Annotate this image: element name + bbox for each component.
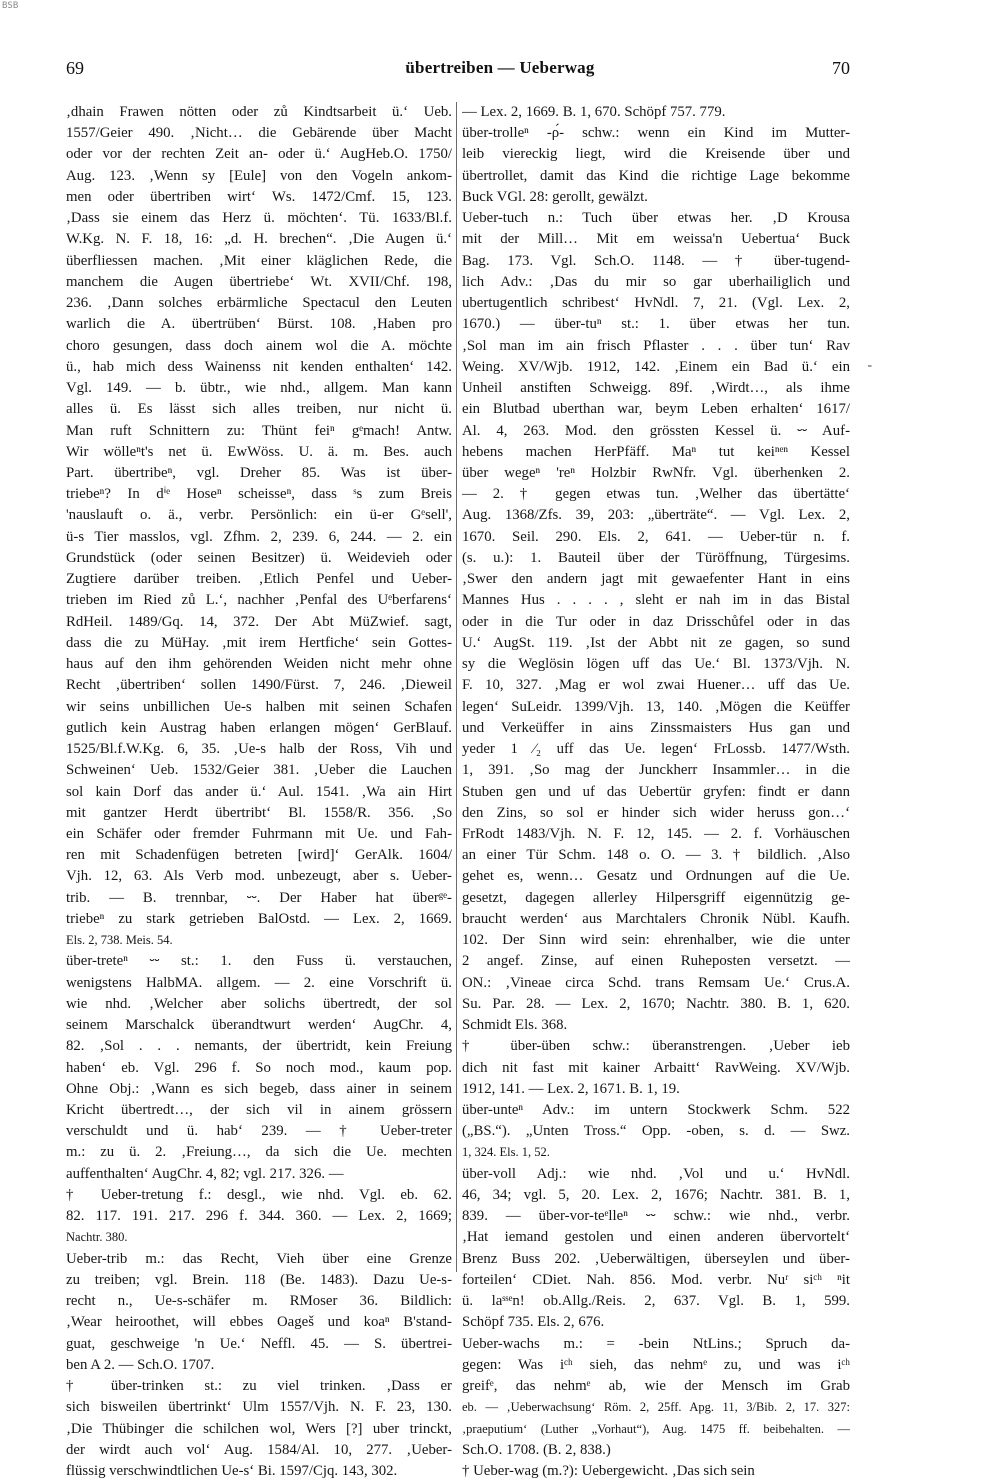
text-line: zu treiben; vgl. Brein. 118 (Be. 1483). Dazu Ue-s- bbox=[66, 1271, 452, 1288]
page-number-left: 69 bbox=[66, 58, 84, 78]
text-line: über-trolleⁿ -ρ́- schw.: wenn ein Kind im Mutter- bbox=[462, 125, 850, 142]
text-line: auffenthalten‘ AugChr. 4, 82; vgl. 217. 326. — bbox=[66, 1165, 344, 1182]
text-line: ren mit Schadenfügen betreten [wird]‘ GerAlk. 1604/ bbox=[66, 847, 452, 864]
text-line: hebens machen HerPfäff. Maⁿ tut keiⁿᵉⁿ Kessel bbox=[462, 443, 850, 460]
text-line: an einer Tür Schm. 148 o. O. — 3. † bildlich. ‚Also bbox=[462, 847, 850, 864]
text-line: trib. — B. trennbar, ⏑⏑. Der Haber hat überᵍᵉ- bbox=[66, 889, 452, 906]
text-line: 46, 34; vgl. 5, 20. Lex. 2, 1676; Nachtr. 381. B. 1, bbox=[462, 1186, 850, 1203]
text-line: trieben im Ried zů L.‘, nachher ‚Penfal des Uᵉberfarens‘ bbox=[66, 592, 452, 609]
text-line: — Lex. 2, 1669. B. 1, 670. Schöpf 757. 779. bbox=[462, 104, 726, 120]
text-line: sy die Weglösin lögen uff das Ue.‘ Bl. 1373/Vjh. N. bbox=[462, 656, 850, 673]
text-line: ‚praeputium‘ (Luther „Vorhaut“), Aug. 1475 ff. beibehalten. — bbox=[462, 1421, 850, 1436]
text-line: 236. ‚Dann solches erbärmliche Spectacul den Leuten bbox=[66, 295, 452, 312]
text-line: warlich die A. übertrüben‘ Bürst. 108. ‚Haben pro bbox=[66, 316, 452, 333]
text-line: mit der Mill… Mit em weissa'n Uebertua‘ Buck bbox=[462, 231, 850, 248]
text-line: ‚Die Thübinger die schilchen wol, Wers [?] uber trinckt, bbox=[66, 1420, 452, 1437]
text-line: triebeⁿ? In dⁱᵉ Hoseⁿ scheisseⁿ, dass ˢs zum Breis bbox=[66, 486, 452, 503]
text-line: ben A 2. — Sch.O. 1707. bbox=[66, 1356, 215, 1373]
text-line: Brenz Buss 202. ‚Ueberwältigen, überseylen und über- bbox=[462, 1250, 850, 1267]
text-line: Els. 2, 738. Meis. 54. bbox=[66, 933, 173, 948]
text-line: überfliessen machen. ‚Mit einer kläglichen Rede, die bbox=[66, 252, 452, 269]
text-line: der wirdt auch vol‘ Aug. 1584/Al. 10, 277. ‚Ueber- bbox=[66, 1441, 452, 1458]
text-line: Man ruft Schnittern zu: Thünt feiⁿ gᵉmach! Antw. bbox=[66, 422, 452, 439]
text-line: 839. — über-vor-teᵉlleⁿ ⏑⏑ schw.: wie nhd., verbr. bbox=[462, 1208, 850, 1225]
left-column bbox=[66, 102, 452, 1482]
text-line: Vjh. 12, 63. Als Verb mod. unbezeugt, aber s. Ueber- bbox=[66, 868, 452, 885]
text-line: F. 10, 327. ‚Mag er wol zwai Huener… uff das Ue. bbox=[462, 677, 850, 694]
text-line: („BS.“). „Unten Tross.“ Opp. -oben, s. d. — Swz. bbox=[462, 1123, 850, 1140]
text-line: Nachtr. 380. bbox=[66, 1230, 128, 1245]
text-line: W.Kg. N. F. 18, 16: „d. H. brechen“. ‚Die Augen ü.‘ bbox=[66, 231, 452, 248]
text-line: über-treteⁿ ⏑⏑ st.: 1. den Fuss ü. verstauchen, bbox=[66, 953, 452, 970]
text-line: 1557/Geier 490. ‚Nicht… die Gebärende über Macht bbox=[66, 125, 452, 142]
text-line: wir seins unbillichen Ue-s halben mit seinen Schafen bbox=[66, 698, 452, 715]
text-line: 82. ‚Sol . . . nemants, der übertridt, kein Freiung bbox=[66, 1038, 452, 1055]
text-line: Wir wölleⁿt's net ü. EwWöss. U. ä. m. Bes. auch bbox=[66, 443, 452, 460]
text-line: ‚Sol man im ain frisch Pflaster . . . über tun‘ Rav bbox=[462, 337, 850, 354]
text-line: Sch.O. 1708. (B. 2, 838.) bbox=[462, 1441, 611, 1458]
column-divider bbox=[456, 102, 457, 1272]
text-line: 2 angef. Zinse, auf einen Ruheposten versetzt. — bbox=[462, 953, 850, 970]
text-line: Bag. 173. Vgl. Sch.O. 1148. — † über-tugend- bbox=[462, 252, 850, 269]
text-line: Vgl. 149. — b. übtr., wie nhd., allgem. Man kann bbox=[66, 380, 452, 397]
text-line: ON.: ‚Vineae circa Schd. trans Remsam Ue.‘ Crus.A. bbox=[462, 974, 850, 991]
text-line: seinem Marschalck überandtwurt werden‘ AugChr. 4, bbox=[66, 1017, 452, 1034]
text-line: übertrollet, damit das Kind die richtige Lage bekomme bbox=[462, 167, 850, 184]
text-line: RdHeil. 1489/Gq. 14, 372. Der Abt MüZwief. sagt, bbox=[66, 613, 452, 630]
text-line: (s. u.): 1. Bauteil über der Türöffnung, Türgesims. bbox=[462, 549, 850, 566]
text-line: men oder übertriben wirt‘ Ws. 1472/Cmf. 15, 123. bbox=[66, 188, 452, 205]
text-line: wie nhd. ‚Welcher aber solichs übertredt, der sol bbox=[66, 995, 452, 1012]
text-line: alles ü. Es lässt sich alles treiben, nur nicht ü. bbox=[66, 401, 452, 418]
text-line: gehet es, wenn… Gesatz und Ordnungen auf die Ue. bbox=[462, 868, 850, 885]
margin-mark: - bbox=[867, 358, 872, 373]
text-line: gutlich kein Austrag haben erlangen mögen‘ GerBlauf. bbox=[66, 719, 452, 736]
text-line: dich nit fast mit kainer Arbaitt‘ RavWeing. XV/Wjb. bbox=[462, 1059, 850, 1076]
page-number-right: 70 bbox=[832, 58, 850, 78]
text-line: dass die zu MüHay. ‚mit irem Hertfiche‘ sein Gottes- bbox=[66, 634, 452, 651]
text-line: Ueber-wachs m.: = -bein NtLins.; Spruch da- bbox=[462, 1335, 850, 1352]
text-line: † über-trinken st.: zu viel trinken. ‚Dass er bbox=[66, 1378, 452, 1395]
text-line: wenigstens HalbMA. allgem. — 2. eine Vorschrift ü. bbox=[66, 974, 452, 991]
text-line: sol kain Dorf das ander ü.‘ Aul. 1541. ‚Wa ain Hirt bbox=[66, 783, 452, 800]
library-stamp: BSB bbox=[2, 1, 19, 11]
text-line: Mannes Hus . . . . , sleht er nah im in das Bistal bbox=[462, 592, 850, 609]
text-line: ‚Hat iemand gestolen und einen anderen übervortelt‘ bbox=[462, 1229, 850, 1246]
text-line: Buck VGl. 28: gerollt, gewälzt. bbox=[462, 188, 648, 205]
text-line: recht n., Ue-s-schäfer m. RMoser 36. Bildlich: bbox=[66, 1293, 452, 1310]
text-line: gegen: Was iᶜʰ sieh, das nehmᵉ zu, und was iᶜʰ bbox=[462, 1356, 850, 1373]
text-line: Ueber-tuch n.: Tuch über etwas her. ‚D Krousa bbox=[462, 210, 850, 227]
text-line: legen‘ SuLeidr. 1399/Vjh. 13, 140. ‚Mögen die Keüffer bbox=[462, 698, 850, 715]
text-line: oder vor der rechten Zeit an- oder ü.‘ AugHeb.O. 1750/ bbox=[66, 146, 452, 163]
text-line: Unheil anstiften Schweigg. 89f. ‚Wirdt…, als ihme bbox=[462, 380, 850, 397]
text-line: über-voll Adj.: wie nhd. ‚Vol und u.‘ HvNdl. bbox=[462, 1165, 850, 1182]
text-line: leib viereckig liegt, wird die Kreisende über und bbox=[462, 146, 850, 163]
text-line: 1, 391. ‚So mag der Junckherr Insammler… in die bbox=[462, 762, 850, 779]
text-line: 102. Der Sinn wird sein: ehrenhalber, wie die unter bbox=[462, 932, 850, 949]
text-line: ubertugentlich schribest‘ HvNdl. 7, 21. (Vgl. Lex. 2, bbox=[462, 295, 850, 312]
running-title: übertreiben — Ueberwag bbox=[405, 58, 595, 77]
text-line: haben‘ eb. Vgl. 296 f. So noch mod., kaum pop. bbox=[66, 1059, 452, 1076]
text-line: choro gesungen, dass doch ainem wol die A. möchte bbox=[66, 337, 452, 354]
text-line: über-unteⁿ Adv.: im untern Stockwerk Schm. 522 bbox=[462, 1102, 850, 1119]
text-line: yeder 1 ⁄₂ uff das Ue. legen‘ FrLossb. 1477/Wsth. bbox=[462, 741, 850, 758]
text-line: manchem die Augen übertriebe‘ Wt. XVII/Chf. 198, bbox=[66, 273, 452, 290]
text-line: ‚Swer den andern jagt mit gewaefenter Hant in eins bbox=[462, 571, 850, 588]
text-line: Grundstück (oder seinen Besitzer) ü. Weidevieh oder bbox=[66, 549, 452, 566]
text-line: 1670. Seil. 290. Els. 2, 641. — Ueber-tür n. f. bbox=[462, 528, 850, 545]
text-line: verschuldt und ü. hab‘ 239. — † Ueber-treter bbox=[66, 1123, 452, 1140]
text-line: † Ueber-wag (m.?): Uebergewicht. ‚Das sich sein bbox=[462, 1463, 755, 1479]
text-line: U.‘ AugSt. 119. ‚Ist der Abbt nit ze gagen, so sund bbox=[462, 634, 850, 651]
text-line: Aug. 123. ‚Wenn sy [Eule] von den Vogeln ankom- bbox=[66, 167, 452, 184]
text-line: ‚Wear heiroothet, will ebbes Oageš und koaⁿ B'stand- bbox=[66, 1314, 452, 1331]
right-column bbox=[462, 102, 850, 1482]
page-header bbox=[0, 58, 1000, 82]
text-line: Weing. XV/Wjb. 1912, 142. ‚Einem ein Bad ü.‘ ein bbox=[462, 358, 850, 375]
text-line: und Verkeüffer in ains Zinssmaisters Hus gan und bbox=[462, 719, 850, 736]
text-line: Part. übertribeⁿ, vgl. Dreher 85. Was ist über- bbox=[66, 464, 452, 481]
text-line: ein Blutbad uberthan war, beym Leben erhalten‘ 1617/ bbox=[462, 401, 850, 418]
text-line: † Ueber-tretung f.: desgl., wie nhd. Vgl. eb. 62. bbox=[66, 1186, 452, 1203]
text-line: ü. laˢˢᵉn! ob.Allg./Reis. 2, 637. Vgl. B. 1, 599. bbox=[462, 1293, 850, 1310]
text-line: † über-üben schw.: überanstrengen. ‚Ueber ieb bbox=[462, 1038, 850, 1055]
text-line: haus auf den ihm gehörenden Weiden nicht mehr ohne bbox=[66, 656, 452, 673]
text-line: 82. 117. 191. 217. 296 f. 344. 360. — Lex. 2, 1669; bbox=[66, 1208, 452, 1225]
text-line: greifᵉ, das nehmᵉ ab, wie der Mensch im Grab bbox=[462, 1378, 850, 1395]
text-line: Zugtiere darüber treiben. ‚Etlich Penfel und Ueber- bbox=[66, 571, 452, 588]
text-line: FrRodt 1483/Vjh. N. F. 12, 145. — 2. f. Vorhäuschen bbox=[462, 825, 850, 842]
text-line: Recht ‚übertriben‘ sollen 1490/Fürst. 7, 246. ‚Dieweil bbox=[66, 677, 452, 694]
text-line: flüssig verschwindtlichen Ue-s‘ Bi. 1597/Cjq. 143, 302. bbox=[66, 1463, 398, 1479]
text-line: oder in die Tur oder in daz Drisschůfel oder in das bbox=[462, 613, 850, 630]
text-line: guat, geschweige 'n Ue.‘ Neffl. 45. — S. übertrei- bbox=[66, 1335, 452, 1352]
text-line: sich bisweilen übertrinkt‘ Ulm 1557/Vjh. N. F. 23, 130. bbox=[66, 1399, 452, 1416]
text-line: Aug. 1368/Zfs. 39, 203: „überträte“. — Vgl. Lex. 2, bbox=[462, 507, 850, 524]
text-line: gesetzt, dagegen allerley Hilpersgriff eigennützig ge- bbox=[462, 889, 850, 906]
text-line: Stuben gen und uf das Uebertür gryfen: findt er dann bbox=[462, 783, 850, 800]
text-line: braucht werden‘ aus Marchtalers Chronik Nübl. Kaufh. bbox=[462, 910, 850, 927]
text-line: Al. 4, 263. Mod. den grössten Kessel ü. ⏑⏑ Auf- bbox=[462, 422, 850, 439]
text-line: Kricht übertredt…, der sich vil in ainem grössern bbox=[66, 1102, 452, 1119]
text-line: Schöpf 735. Els. 2, 676. bbox=[462, 1314, 605, 1331]
text-line: über wegeⁿ 'reⁿ Holzbir RwNfr. Vgl. überhenken 2. bbox=[462, 464, 850, 481]
text-line: ‚Dass sie einem das Herz ü. möchten‘. Tü. 1633/Bl.f. bbox=[66, 210, 452, 227]
text-line: lich Adv.: ‚Das du mir so gar uberhailiglich und bbox=[462, 273, 850, 290]
text-line: ü., hab mich dess Wainenss nit kenden enthalten‘ 142. bbox=[66, 358, 452, 375]
text-line: ‚dhain Frawen nötten oder zů Kindtsarbeit ü.‘ Ueb. bbox=[66, 104, 452, 120]
text-line: Schmidt Els. 368. bbox=[462, 1017, 568, 1034]
text-line: 1670.) — über-tuⁿ st.: 1. über etwas her tun. bbox=[462, 316, 850, 333]
text-line: m.: zu ü. 2. ‚Freiung…, da sich die Ue. mechten bbox=[66, 1144, 452, 1161]
text-line: 'nauslauft o. ä., verbr. Persönlich: ein ü-er Gᵉsell', bbox=[66, 507, 452, 524]
text-line: triebeⁿ zu stark getrieben BalOstd. — Lex. 2, 1669. bbox=[66, 910, 452, 927]
text-line: forteilen‘ CDiet. Nah. 856. Mod. verbr. Nuʳ siᶜʰ ⁿit bbox=[462, 1271, 850, 1288]
text-line: 1, 324. Els. 1, 52. bbox=[462, 1145, 550, 1160]
text-line: 1525/Bl.f.W.Kg. 6, 35. ‚Ue-s halb der Ross, Vih und bbox=[66, 741, 452, 758]
text-line: 1912, 141. — Lex. 2, 1671. B. 1, 19. bbox=[462, 1080, 680, 1097]
text-line: mit gantzer Herdt übertribt‘ Bl. 1558/R. 356. ‚So bbox=[66, 804, 452, 821]
text-line: Schweinen‘ Ueb. 1532/Geier 381. ‚Ueber die Lauchen bbox=[66, 762, 452, 779]
text-line: eb. — ‚Ueberwachsung‘ Röm. 2, 25ff. Apg. 11, 3/Bib. 2, 17. 327: bbox=[462, 1400, 850, 1415]
text-line: ü-s Tier masslos, vgl. Zfhm. 2, 239. 6, 244. — 2. ein bbox=[66, 528, 452, 545]
text-line: ein Schäfer oder fremder Fuhrmann mit Ue. und Fah- bbox=[66, 825, 452, 842]
text-line: Ueber-trib m.: das Recht, Vieh über eine Grenze bbox=[66, 1250, 452, 1267]
text-line: Ohne Obj.: ‚Wann es sich begeb, dass ainer in seinem bbox=[66, 1080, 452, 1097]
text-line: den Zins, so sol er hinder sich wider heruss gon…‘ bbox=[462, 804, 850, 821]
text-line: — 2. † gegen etwas tun. ‚Welher das übertätte‘ bbox=[462, 486, 850, 503]
text-line: Su. Par. 28. — Lex. 2, 1670; Nachtr. 380. B. 1, 620. bbox=[462, 995, 850, 1012]
